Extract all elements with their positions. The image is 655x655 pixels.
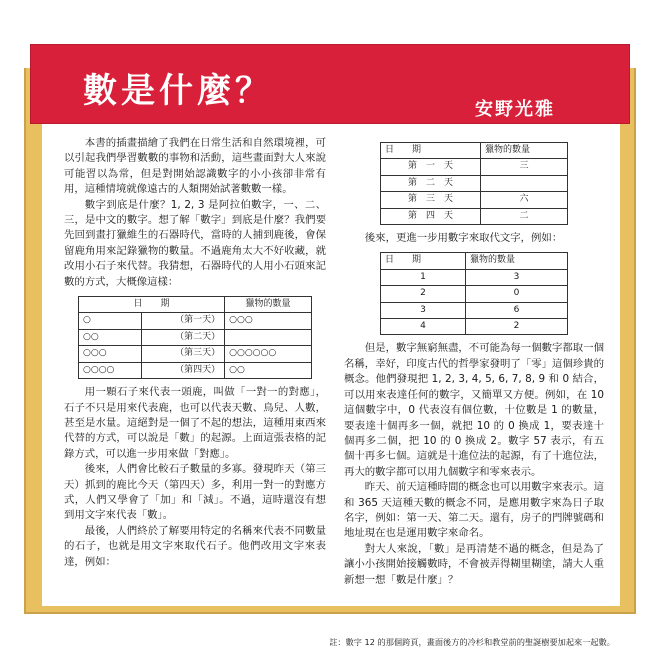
table-row: [381, 192, 568, 208]
table-cell: 3: [381, 302, 466, 318]
table-cell: 2: [466, 319, 568, 335]
table-row: [381, 302, 568, 318]
table-header: 日 期: [79, 297, 225, 313]
paragraph: 用一顆石子來代表一頭鹿，叫做「一對一的對應」，石子不只是用來代表鹿，也可以代表天數、鳥兒、人數，甚至是水量。這絕對是一個了不起的想法，這種用東西來代替的方式，可以說是「數」的起源。上面這張表格的記錄方式，可以進一步用來做「對應」。: [64, 386, 326, 460]
paragraph: 數字到底是什麼？1, 2, 3 是阿拉伯數字，一、二、三，是中文的數字。想了解「數字」到底是什麼？我們要先回到畫打獵維生的石器時代，當時的人捕到鹿後，會保留鹿角用來記錄獵物的數量。不過鹿角太大不好收藏，就改用小石子來代替。我猜想，石器時代的人用小石頭來記數的方式，大概像這樣：: [64, 198, 326, 288]
table-cell: 三: [481, 159, 568, 175]
table-cell: 第 四 天: [381, 208, 481, 224]
table-cell: 1: [381, 269, 466, 285]
table-header: 日 期: [381, 143, 481, 159]
right-column: [344, 136, 604, 588]
table-cell: （第二天）: [141, 329, 225, 345]
table-cell: [481, 175, 568, 191]
paragraph: 後來，人們會比較石子數量的多寡。發現昨天（第三天）抓到的鹿比今天（第四天）多，利用一對一的對應方式，人們又學會了「加」和「減」。不過，這時還沒有想到用文字來代表「數」。: [64, 463, 326, 522]
stone-count-table: [78, 296, 312, 379]
table-cell: （第三天）: [141, 346, 225, 362]
page-title: 數是什麼？: [83, 71, 273, 111]
table-cell: ○○○: [225, 313, 312, 329]
paragraph: 昨天、前天這種時間的概念也可以用數字來表示。這和 365 天這種天數的概念不同，是應用數字來為日子取名字，例如：第一天、第二天。還有，房子的門牌號碼和地址現在也是運用數字來命名。: [344, 481, 604, 540]
paragraph: 對大人來說，「數」是再清楚不過的概念，但是為了讓小小孩開始接觸數時，不會被弄得糊里糊塗，請大人重新想一想「數是什麼」？: [344, 542, 604, 586]
table-header: 獵物的數量: [225, 297, 312, 313]
table-cell: ○○○○: [79, 362, 142, 378]
table-cell: ○○○○○○: [225, 346, 312, 362]
table-cell: 3: [466, 269, 568, 285]
number-count-table: [380, 252, 568, 335]
table-row: [381, 319, 568, 335]
table-row: [79, 329, 312, 345]
table-cell: ○○: [225, 362, 312, 378]
table-cell: ○: [79, 313, 142, 329]
table-row: [79, 313, 312, 329]
table-row: [381, 269, 568, 285]
table-header: 獵物的數量: [466, 253, 568, 269]
table-cell: 第 二 天: [381, 175, 481, 191]
table-cell: 4: [381, 319, 466, 335]
table-cell: 6: [466, 302, 568, 318]
table-cell: 2: [381, 286, 466, 302]
table-cell: 0: [466, 286, 568, 302]
table-row: [79, 346, 312, 362]
table-cell: ○○○: [79, 346, 142, 362]
table-cell: 第 一 天: [381, 159, 481, 175]
table-header: 日 期: [381, 253, 466, 269]
table-row: [381, 286, 568, 302]
table-header: 獵物的數量: [481, 143, 568, 159]
table-row: [381, 159, 568, 175]
table-cell: 第 三 天: [381, 192, 481, 208]
table-cell: ○○: [79, 329, 142, 345]
table-cell: [225, 329, 312, 345]
paragraph: 本書的插畫描繪了我們在日常生活和自然環境裡，可以引起我們學習數數的事物和活動，這些畫面對大人來說可能習以為常，但是對開始認識數字的小小孩卻非常有用，這種情境就像遠古的人類開始試著數數一樣。: [64, 137, 326, 196]
paragraph: 後來，更進一步用數字來取代文字，例如：: [364, 232, 563, 245]
footnote: 註：數字 12 的那個跨頁，畫面後方的冷杉和教堂前的聖誕樹要加起來一起數。: [329, 637, 615, 647]
paragraph: 但是，數字無窮無盡，不可能為每一個數字都取一個名稱，幸好，印度古代的哲學家發明了「零」這個珍貴的概念。他們發現把 1, 2, 3, 4, 5, 6, 7, 8, 9 和 0 結合，可以用來表達任何的數字，又簡單又方便。例如，在 10 這個數字中，0 代表沒有個位數，十位數是 1 的數量，要表達十個再多一個，就把 10 的 0 換成 1，要表達十個再多二個，把 10 的 0 換成 2。數字 57 表示，有五個十再多七個。這就是十進位法的起源，有了十進位法，再大的數字都可以用九個數字和零來表示。: [344, 342, 604, 478]
table-cell: 六: [481, 192, 568, 208]
author-name: 安野光雅: [475, 99, 555, 120]
left-column: [64, 136, 326, 570]
paragraph: 最後，人們終於了解要用特定的名稱來代表不同數量的石子，也就是用文字來取代石子。他們改用文字來表達，例如：: [64, 524, 326, 568]
table-cell: （第四天）: [141, 362, 225, 378]
table-cell: （第一天）: [141, 313, 225, 329]
table-row: [381, 175, 568, 191]
table-cell: 二: [481, 208, 568, 224]
article-panel: [42, 124, 620, 606]
table-row: [79, 362, 312, 378]
title-banner: [30, 44, 630, 124]
table-row: [381, 208, 568, 224]
text-count-table: [380, 142, 568, 225]
